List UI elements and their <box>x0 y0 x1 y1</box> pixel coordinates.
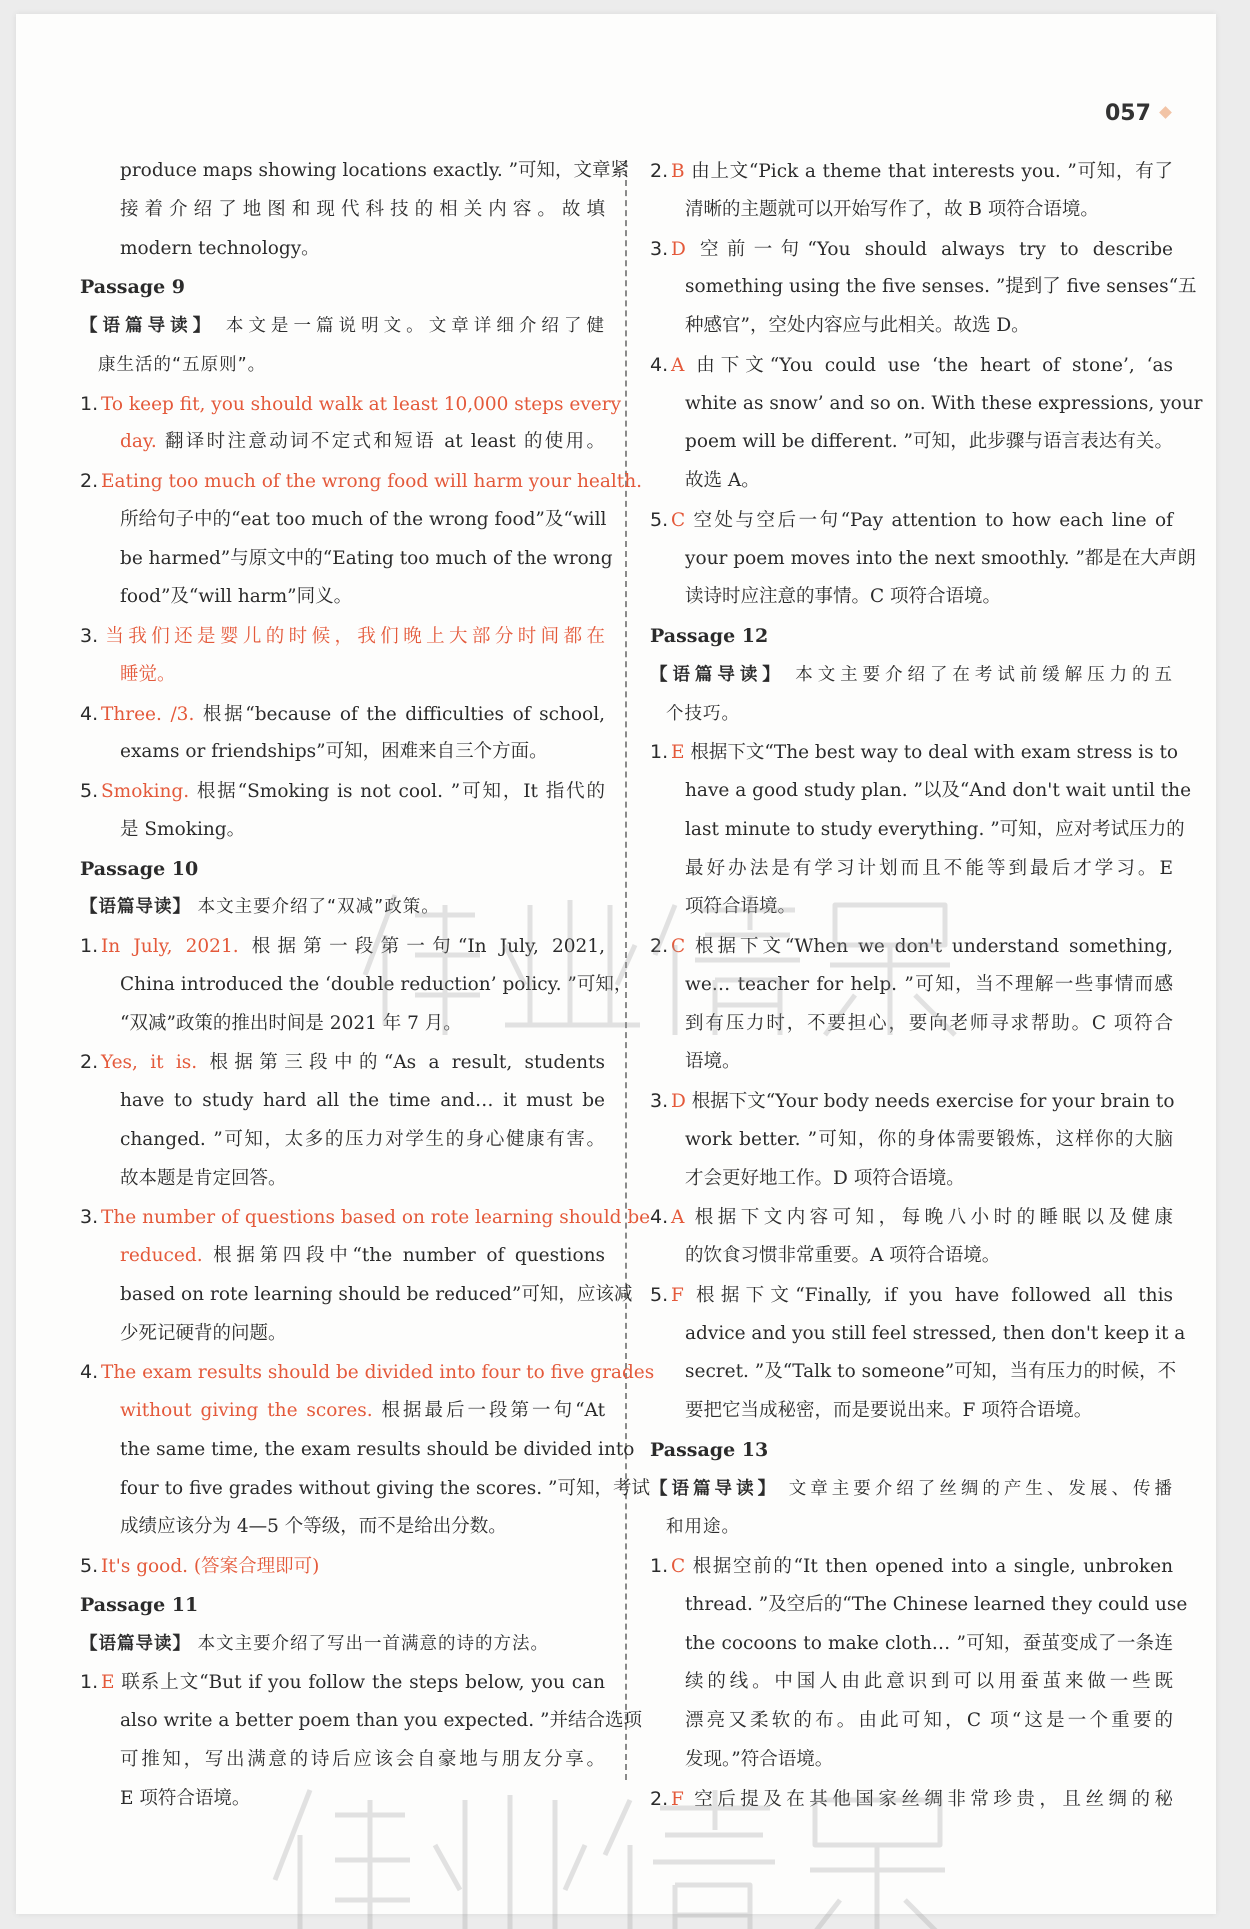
explanation-text: 空后提及在其他国家丝绸非常珍贵，且丝绸的秘 <box>683 1788 1173 1810</box>
explanation-text: 的饮食习惯非常重要。A 项符合语境。 <box>685 1245 1001 1266</box>
explanation-text: 空前一句“You should always try to describe <box>685 238 1173 260</box>
explanation-text: 根据下文“When we don't understand something, <box>685 936 1173 957</box>
right-line-32 <box>650 1353 1177 1392</box>
right-line-4 <box>650 268 1197 307</box>
question-number: 5. <box>80 1555 99 1577</box>
right-line-20 <box>650 888 1173 927</box>
left-line-7 <box>80 385 622 424</box>
left-line-11 <box>80 540 613 579</box>
explanation-text: 到有压力时，不要担心，要向老师寻求帮助。C 项符合 <box>685 1012 1173 1034</box>
reading-guide-text: 个技巧。 <box>666 703 740 724</box>
answer-text: Three. /3. <box>101 703 195 725</box>
answer-text: It's good. (答案合理即可) <box>101 1556 320 1577</box>
passage-heading-text: Passage 9 <box>80 276 186 299</box>
answer-text: 当我们还是婴儿的时候，我们晚上大部分时间都在 <box>101 626 605 647</box>
passage-heading <box>650 617 1173 656</box>
question-number: 3. <box>80 625 99 647</box>
question-number: 5. <box>650 508 669 531</box>
explanation-text: work better. ”可知，你的身体需要锻炼，这样你的大脑 <box>685 1128 1173 1150</box>
left-line-15 <box>80 695 605 734</box>
right-line-19 <box>650 850 1173 889</box>
left-line-10 <box>80 501 605 540</box>
explanation-text: 漂亮又柔软的布。由此可知，C 项“这是一个重要的 <box>685 1710 1173 1731</box>
left-line-43 <box>80 1780 605 1819</box>
right-line-8 <box>650 423 1173 462</box>
left-line-41 <box>80 1702 642 1741</box>
left-line-17 <box>80 772 605 811</box>
explanation-text: 读诗时应注意的事情。C 项符合语境。 <box>685 586 1002 608</box>
right-line-12 <box>650 578 1173 617</box>
explanation-text: 所给句子中的“eat too much of the wrong food”及“will <box>120 508 607 530</box>
answer-text: C <box>671 509 686 531</box>
explanation-text: advice and you still feel stressed, then don't keep it a <box>685 1322 1186 1344</box>
explanation-text: 要把它当成秘密，而是要说出来。F 项符合语境。 <box>685 1400 1093 1421</box>
question-number: 4. <box>80 702 99 725</box>
right-line-38 <box>650 1586 1188 1625</box>
answer-text: D <box>671 1091 686 1112</box>
question-number: 4. <box>80 1361 99 1384</box>
right-line-10 <box>650 501 1173 540</box>
left-line-21 <box>80 927 605 966</box>
explanation-text: secret. ”及“Talk to someone”可知，当有压力的时候，不 <box>685 1361 1177 1383</box>
left-line-34 <box>80 1431 635 1470</box>
explanation-text: thread. ”及空后的“The Chinese learned they could use <box>685 1593 1188 1615</box>
explanation-text: the cocoons to make cloth… ”可知，蚕茧变成了一条连 <box>685 1632 1173 1654</box>
reading-guide-text: 本文主要介绍了写出一首满意的诗的方法。 <box>191 1633 550 1654</box>
right-line-5 <box>650 307 1173 346</box>
explanation-text: 根据下文内容可知，每晚八小时的睡眠以及健康 <box>684 1207 1173 1229</box>
answer-text: E <box>101 1672 115 1694</box>
explanation-text: modern technology。 <box>120 237 320 259</box>
left-line-37 <box>80 1547 605 1586</box>
answer-text: 睡觉。 <box>120 663 176 685</box>
left-line-3 <box>80 230 605 269</box>
explanation-text: be harmed”与原文中的“Eating too much of the wrong <box>120 547 613 569</box>
page-number: 057 <box>1105 101 1170 126</box>
question-number: 5. <box>650 1283 669 1306</box>
question-number: 4. <box>650 353 669 376</box>
explanation-text: 根据第三段中的“As a result, students <box>197 1052 605 1074</box>
right-line-27 <box>650 1160 1173 1199</box>
reading-guide-text: 康生活的“五原则”。 <box>98 354 267 375</box>
right-line-36 <box>650 1508 1173 1547</box>
answer-text: day. <box>120 431 157 453</box>
question-number: 1. <box>650 1555 669 1577</box>
reading-guide-tag: 【语篇导读】 <box>80 897 191 918</box>
explanation-text: 根据第一段第一句“In July, 2021, <box>238 936 605 957</box>
left-line-42 <box>80 1741 605 1780</box>
right-line-40 <box>650 1663 1173 1702</box>
explanation-text: 发现。”符合语境。 <box>685 1748 834 1770</box>
passage-heading <box>80 1586 605 1625</box>
question-number: 1. <box>80 1671 99 1694</box>
explanation-text: last minute to study everything. ”可知，应对考试压力的 <box>685 818 1185 840</box>
left-line-6 <box>80 346 605 385</box>
answer-text: In July, 2021. <box>101 936 239 957</box>
explanation-text: have a good study plan. ”以及“And don't wait until the <box>685 780 1192 801</box>
question-number: 5. <box>80 780 99 802</box>
explanation-text: four to five grades without giving the scores. ”可知，考试 <box>120 1477 650 1499</box>
reading-guide-text: 和用途。 <box>666 1517 740 1538</box>
answer-text: reduced. <box>120 1245 203 1266</box>
explanation-text: your poem moves into the next smoothly. ”都是在大声朗 <box>685 547 1196 569</box>
answer-text: F <box>671 1284 684 1306</box>
explanation-text: 种感官”，空处内容应与此相关。故选 D。 <box>685 315 1030 336</box>
explanation-text: 根据空前的“It then opened into a single, unbroken <box>685 1556 1173 1577</box>
left-line-30 <box>80 1276 633 1315</box>
left-line-26 <box>80 1121 605 1160</box>
right-line-23 <box>650 1005 1173 1044</box>
right-line-11 <box>650 540 1196 579</box>
right-line-30 <box>650 1276 1173 1315</box>
left-line-33 <box>80 1392 605 1431</box>
explanation-text: white as snow’ and so on. With these expressions, your <box>685 392 1203 414</box>
answer-text: A <box>671 1207 685 1229</box>
explanation-text: exams or friendships”可知，困难来自三个方面。 <box>120 741 548 763</box>
answer-text: C <box>671 1556 686 1577</box>
left-line-1 <box>80 152 630 191</box>
passage-heading-text: Passage 10 <box>80 857 199 880</box>
question-number: 1. <box>80 392 99 415</box>
reading-guide-tag: 【语篇导读】 <box>80 316 216 336</box>
left-line-28 <box>80 1198 651 1237</box>
left-line-16 <box>80 733 605 772</box>
answer-text: Yes, it is. <box>101 1052 198 1074</box>
explanation-text: 故选 A。 <box>685 470 760 491</box>
answer-text: without giving the scores. <box>120 1400 373 1421</box>
question-number: 3. <box>650 237 669 260</box>
right-line-3 <box>650 230 1173 269</box>
explanation-text: changed. ”可知，太多的压力对学生的身心健康有害。 <box>120 1128 605 1150</box>
explanation-text: 接着介绍了地图和现代科技的相关内容。故填 <box>120 198 605 220</box>
explanation-text: 清晰的主题就可以开始写作了，故 B 项符合语境。 <box>685 198 1099 220</box>
explanation-text: 根据最后一段第一句“At <box>372 1400 606 1421</box>
right-line-21 <box>650 927 1173 966</box>
reading-guide-tag: 【语篇导读】 <box>80 1633 191 1654</box>
question-number: 2. <box>80 1051 99 1074</box>
explanation-text: 根据“because of the difficulties of school, <box>194 703 605 725</box>
left-line-2 <box>80 191 605 230</box>
explanation-text: 根据下文“Finally, if you have followed all this <box>683 1284 1173 1306</box>
left-line-32 <box>80 1353 655 1392</box>
right-line-16 <box>650 733 1179 772</box>
right-line-43 <box>650 1780 1173 1819</box>
passage-heading-text: Passage 13 <box>650 1438 769 1461</box>
right-line-35 <box>650 1470 1173 1509</box>
passage-heading-text: Passage 11 <box>80 1593 199 1616</box>
explanation-text: 根据下文“The best way to deal with exam stress is to <box>684 742 1179 764</box>
question-number: 1. <box>80 935 99 957</box>
right-line-9 <box>650 462 1173 501</box>
right-line-1 <box>650 152 1173 191</box>
left-line-35 <box>80 1470 650 1509</box>
question-number: 2. <box>80 470 99 492</box>
explanation-text: food”及“will harm”同义。 <box>120 586 353 608</box>
passage-heading-text: Passage 12 <box>650 625 769 647</box>
left-line-18 <box>80 811 605 850</box>
explanation-text: based on rote learning should be reduced”可知，应该减 <box>120 1283 633 1305</box>
left-line-14 <box>80 656 605 695</box>
answer-text: C <box>671 936 686 957</box>
explanation-text: 根据第四段中“the number of questions <box>202 1245 605 1266</box>
question-number: 2. <box>650 1787 669 1810</box>
reading-guide-text: 本文主要介绍了在考试前缓解压力的五 <box>784 664 1174 685</box>
reading-guide-tag: 【语篇导读】 <box>650 1478 780 1499</box>
explanation-text: 联系上文“But if you follow the steps below, you can <box>114 1672 605 1694</box>
reading-guide-text: 文章主要介绍了丝绸的产生、发展、传播 <box>779 1478 1173 1499</box>
explanation-text: produce maps showing locations exactly. ”可知，文章紧 <box>120 160 630 181</box>
passage-heading <box>650 1431 1173 1470</box>
left-line-31 <box>80 1315 605 1354</box>
right-line-14 <box>650 656 1173 695</box>
right-line-41 <box>650 1702 1173 1741</box>
explanation-text: 项符合语境。 <box>685 896 797 918</box>
answer-text: The exam results should be divided into four to five grades <box>101 1362 655 1384</box>
explanation-text: China introduced the ‘double reduction’ policy. ”可知， <box>120 973 633 995</box>
passage-heading <box>80 268 605 307</box>
question-number: 3. <box>650 1090 669 1112</box>
left-line-22 <box>80 966 633 1005</box>
explanation-text: “双减”政策的推出时间是 2021 年 7 月。 <box>120 1012 462 1034</box>
left-line-12 <box>80 578 605 617</box>
explanation-text: 语境。 <box>685 1051 741 1073</box>
right-line-37 <box>650 1547 1173 1586</box>
left-line-39 <box>80 1625 605 1664</box>
answer-text: Eating too much of the wrong food will harm your health. <box>101 471 643 492</box>
right-line-28 <box>650 1198 1173 1237</box>
right-column <box>650 152 1203 1818</box>
question-number: 2. <box>650 935 669 957</box>
answer-text: Smoking. <box>101 781 190 802</box>
right-line-42 <box>650 1741 1173 1780</box>
explanation-text: 才会更好地工作。D 项符合语境。 <box>685 1167 965 1189</box>
right-line-31 <box>650 1315 1186 1354</box>
explanation-text: 由上文“Pick a theme that interests you. ”可知，有了 <box>684 161 1173 182</box>
answer-text: E <box>671 742 685 764</box>
right-line-17 <box>650 772 1192 811</box>
left-column <box>80 152 655 1818</box>
right-line-7 <box>650 385 1203 424</box>
explanation-text: 根据“Smoking is not cool. ”可知，It 指代的 <box>189 781 605 802</box>
explanation-text: poem will be different. ”可知，此步骤与语言表达有关。 <box>685 431 1173 453</box>
reading-guide-tag: 【语篇导读】 <box>650 664 785 685</box>
explanation-text: 成绩应该分为 4—5 个等级，而不是给出分数。 <box>120 1516 507 1538</box>
question-number: 1. <box>650 741 669 764</box>
answer-text: D <box>671 238 686 260</box>
reading-guide-text: 本文主要介绍了“双减”政策。 <box>191 897 440 918</box>
left-line-8 <box>80 423 605 462</box>
right-line-39 <box>650 1625 1173 1664</box>
right-line-33 <box>650 1392 1173 1431</box>
explanation-text: something using the five senses. ”提到了 five senses“五 <box>685 276 1197 298</box>
right-line-6 <box>650 346 1173 385</box>
explanation-text: 少死记硬背的问题。 <box>120 1322 287 1344</box>
left-line-23 <box>80 1005 605 1044</box>
explanation-text: 根据下文“Your body needs exercise for your brain to <box>685 1091 1175 1112</box>
answer-text: A <box>671 354 685 376</box>
reading-guide-text: 本文是一篇说明文。文章详细介绍了健 <box>215 316 606 336</box>
right-line-22 <box>650 966 1173 1005</box>
left-line-29 <box>80 1237 605 1276</box>
left-line-27 <box>80 1160 605 1199</box>
passage-heading <box>80 850 605 889</box>
answer-text: To keep fit, you should walk at least 10,000 steps every <box>101 393 622 415</box>
explanation-text: also write a better poem than you expected. ”并结合选项 <box>120 1710 642 1731</box>
left-line-36 <box>80 1508 605 1547</box>
right-line-25 <box>650 1082 1173 1121</box>
explanation-text: 是 Smoking。 <box>120 818 246 840</box>
explanation-text: the same time, the exam results should be divided into <box>120 1438 635 1460</box>
answer-text: B <box>671 161 685 182</box>
left-line-24 <box>80 1043 605 1082</box>
explanation-text: we… teacher for help. ”可知，当不理解一些事情而感 <box>685 973 1173 995</box>
answer-text: The number of questions based on rote learning should be <box>101 1207 651 1229</box>
question-number: 4. <box>650 1206 669 1229</box>
explanation-text: 翻译时注意动词不定式和短语 at least 的使用。 <box>156 431 605 453</box>
explanation-text: have to study hard all the time and… it must be <box>120 1090 605 1111</box>
right-line-24 <box>650 1043 1173 1082</box>
left-line-5 <box>80 307 605 346</box>
explanation-text: 续的线。中国人由此意识到可以用蚕茧来做一些既 <box>685 1671 1173 1693</box>
left-line-9 <box>80 462 643 501</box>
explanation-text: E 项符合语境。 <box>120 1787 251 1809</box>
right-line-26 <box>650 1121 1173 1160</box>
left-line-25 <box>80 1082 605 1121</box>
answer-text: F <box>671 1788 684 1810</box>
left-line-40 <box>80 1663 605 1702</box>
right-line-2 <box>650 191 1173 230</box>
right-line-15 <box>650 695 1173 734</box>
right-line-18 <box>650 811 1185 850</box>
explanation-text: 可推知，写出满意的诗后应该会自豪地与朋友分享。 <box>120 1748 605 1770</box>
question-number: 2. <box>650 160 669 182</box>
left-line-13 <box>80 617 605 656</box>
explanation-text: 最好办法是有学习计划而且不能等到最后才学习。E <box>685 857 1173 879</box>
explanation-text: 空处与空后一句“Pay attention to how each line of <box>685 509 1173 531</box>
explanation-text: 由下文“You could use ‘the heart of stone’, ‘as <box>684 354 1173 376</box>
explanation-text: 故本题是肯定回答。 <box>120 1167 287 1189</box>
question-number: 3. <box>80 1206 99 1229</box>
right-line-29 <box>650 1237 1173 1276</box>
left-line-20 <box>80 888 605 927</box>
diamond-icon <box>1159 106 1172 119</box>
